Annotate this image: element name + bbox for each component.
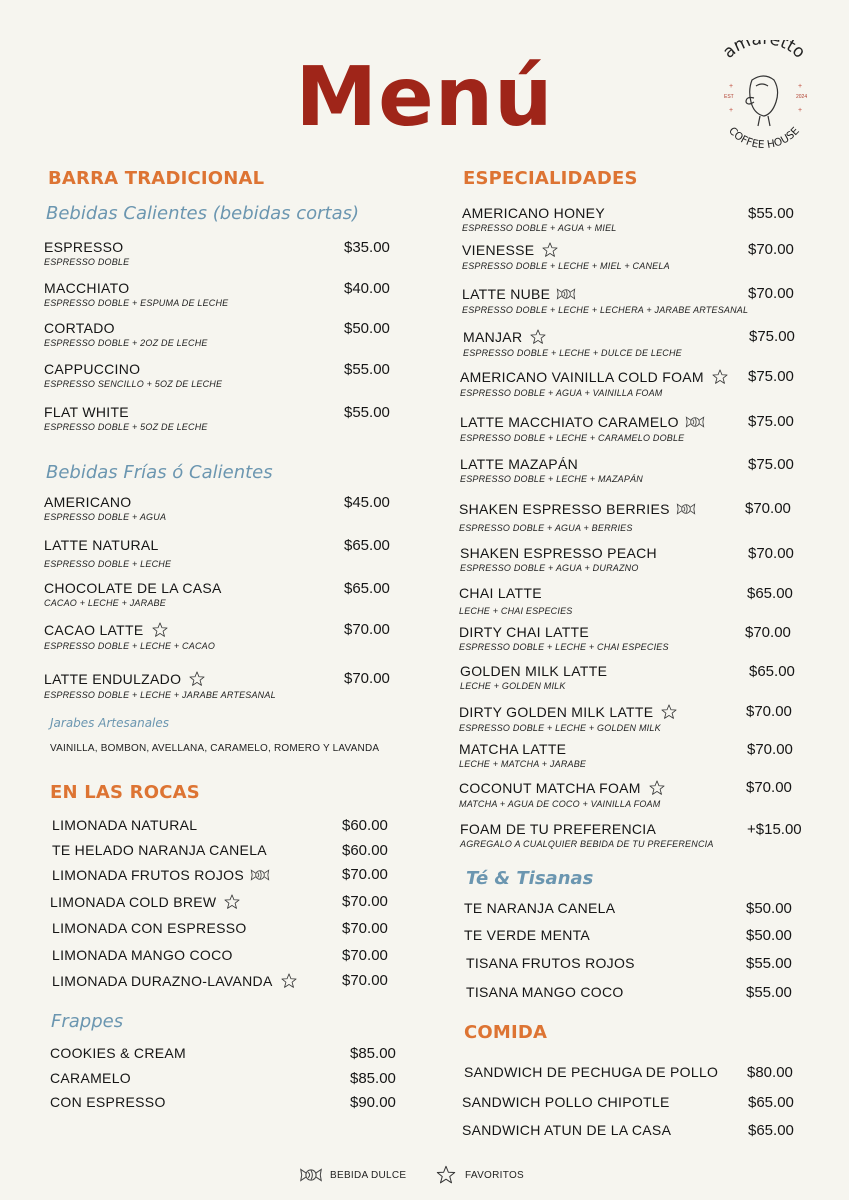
star-icon [646,779,668,797]
amaretto-logo [704,40,824,150]
item-price: $35.00 [344,239,390,256]
subsection-frappes: Frappes [51,1011,124,1032]
star-icon [186,670,208,688]
item-price: $70.00 [342,920,388,937]
item-price: $70.00 [344,670,390,687]
item-price: $50.00 [746,900,792,917]
star-icon [539,241,561,259]
subsection-bebidas-frias: Bebidas Frías ó Calientes [46,462,273,483]
legend-favoritos: FAVORITOS [433,1164,524,1186]
menu-item: LATTE ENDULZADO ESPRESSO DOBLE + LECHE + JARABE ARTESANAL $70.00 [44,670,390,700]
star-icon [149,621,171,639]
menu-item: LIMONADA CON ESPRESSO $70.00 [52,920,388,937]
menu-item: FLAT WHITE ESPRESSO DOBLE + 5OZ DE LECHE $55.00 [44,404,390,432]
item-price: $80.00 [747,1064,793,1081]
item-price: $45.00 [344,494,390,511]
menu-item: SANDWICH POLLO CHIPOTLE $65.00 [462,1094,794,1111]
menu-item: TISANA FRUTOS ROJOS $55.00 [466,955,792,972]
logo-subtitle: COFFEE HOUSE [726,124,802,150]
menu-item: CORTADO ESPRESSO DOBLE + 2OZ DE LECHE $50.00 [44,320,390,348]
svg-text:+: + [798,107,803,114]
item-price: $55.00 [344,361,390,378]
item-price: $70.00 [746,779,792,796]
svg-text:+: + [798,83,803,90]
item-price: $65.00 [748,1094,794,1111]
item-price: $70.00 [342,893,388,910]
menu-item: COOKIES & CREAM $85.00 [50,1045,396,1062]
item-price: $50.00 [746,927,792,944]
menu-item: TE NARANJA CANELA $50.00 [464,900,792,917]
jarabes-heading: Jarabes Artesanales [50,716,170,730]
menu-item: DIRTY CHAI LATTE ESPRESSO DOBLE + LECHE + CHAI ESPECIES $70.00 [459,624,791,652]
logo-est: EST [724,94,734,100]
section-en-las-rocas: EN LAS ROCAS [50,782,200,803]
star-icon [709,368,731,386]
item-price: $60.00 [342,817,388,834]
menu-item: LATTE NATURAL ESPRESSO DOBLE + LECHE $65.00 [44,537,390,569]
menu-item: MATCHA LATTE LECHE + MATCHA + JARABE $70.00 [459,741,793,769]
item-price: $70.00 [342,972,388,989]
item-price: $85.00 [350,1045,396,1062]
logo-year: 2024 [796,94,808,100]
item-price: $40.00 [344,280,390,297]
item-price: $70.00 [748,545,794,562]
menu-item: LIMONADA DURAZNO-LAVANDA $70.00 [52,972,388,989]
item-price: $65.00 [344,537,390,554]
menu-item: DIRTY GOLDEN MILK LATTE ESPRESSO DOBLE + LECHE + GOLDEN MILK $70.00 [459,703,792,733]
star-icon [221,893,243,911]
menu-item: SHAKEN ESPRESSO PEACH ESPRESSO DOBLE + AGUA + DURAZNO $70.00 [460,545,794,573]
star-icon [658,703,680,721]
subsection-bebidas-calientes: Bebidas Calientes (bebidas cortas) [46,203,360,224]
legend-bebida-dulce: BEBIDA DULCE [298,1164,406,1186]
page-title: Menú [295,50,554,145]
menu-item: GOLDEN MILK LATTE LECHE + GOLDEN MILK $65.00 [460,663,795,691]
candy-icon [675,500,697,518]
menu-item: LATTE NUBE ESPRESSO DOBLE + LECHE + LECHERA + JARABE ARTESANAL $70.00 [462,285,794,315]
menu-item: CON ESPRESSO $90.00 [50,1094,396,1111]
star-icon [433,1164,459,1186]
jarabes-list: VAINILLA, BOMBON, AVELLANA, CARAMELO, ROMERO Y LAVANDA [50,743,380,754]
item-price: $55.00 [344,404,390,421]
candy-icon [298,1164,324,1186]
item-price: $75.00 [748,368,794,385]
menu-item: TE HELADO NARANJA CANELA $60.00 [52,842,388,859]
item-price: $65.00 [748,1122,794,1139]
item-price: $65.00 [749,663,795,680]
item-price: $70.00 [342,866,388,883]
menu-item: LIMONADA NATURAL $60.00 [52,817,388,834]
item-price: $75.00 [748,413,794,430]
logo-name: am etto [719,40,809,63]
item-price: $70.00 [342,947,388,964]
item-price: $60.00 [342,842,388,859]
item-price: $55.00 [746,955,792,972]
menu-item: LIMONADA MANGO COCO $70.00 [52,947,388,964]
menu-item: AMERICANO ESPRESSO DOBLE + AGUA $45.00 [44,494,390,522]
item-price: $55.00 [746,984,792,1001]
item-price: $90.00 [350,1094,396,1111]
candy-icon [684,413,706,431]
item-price: $65.00 [344,580,390,597]
menu-item: CHAI LATTE LECHE + CHAI ESPECIES $65.00 [459,585,793,616]
menu-item: LATTE MAZAPÁN ESPRESSO DOBLE + LECHE + MAZAPÁN $75.00 [460,456,794,484]
svg-text:+: + [729,107,734,114]
item-price: $85.00 [350,1070,396,1087]
menu-item: LATTE MACCHIATO CARAMELO ESPRESSO DOBLE + LECHE + CARAMELO DOBLE $75.00 [460,413,794,443]
item-price: $70.00 [745,624,791,641]
section-especialidades: ESPECIALIDADES [463,168,638,189]
item-price: $50.00 [344,320,390,337]
candy-icon [249,866,271,884]
section-comida: COMIDA [464,1022,548,1043]
menu-item: CAPPUCCINO ESPRESSO SENCILLO + 5OZ DE LECHE $55.00 [44,361,390,389]
menu-item: AMERICANO HONEY ESPRESSO DOBLE + AGUA + MIEL $55.00 [462,205,794,233]
menu-item: MANJAR ESPRESSO DOBLE + LECHE + DULCE DE LECHE $75.00 [463,328,795,358]
menu-item: SANDWICH DE PECHUGA DE POLLO $80.00 [464,1064,793,1081]
menu-item: CARAMELO $85.00 [50,1070,396,1087]
menu-item: LIMONADA FRUTOS ROJOS $70.00 [52,866,388,883]
item-price: $65.00 [747,585,793,602]
menu-item: MACCHIATO ESPRESSO DOBLE + ESPUMA DE LECHE $40.00 [44,280,390,308]
logo-figure-icon [746,76,778,126]
item-price: $70.00 [748,241,794,258]
item-price: $70.00 [747,741,793,758]
menu-item: ESPRESSO ESPRESSO DOBLE $35.00 [44,239,390,267]
item-price: $70.00 [344,621,390,638]
item-price: $70.00 [748,285,794,302]
menu-item: CACAO LATTE ESPRESSO DOBLE + LECHE + CACAO $70.00 [44,621,390,651]
menu-item: SHAKEN ESPRESSO BERRIES ESPRESSO DOBLE + AGUA + BERRIES $70.00 [459,500,791,533]
item-price: $75.00 [748,456,794,473]
menu-item: CHOCOLATE DE LA CASA CACAO + LECHE + JARABE $65.00 [44,580,390,608]
menu-item: SANDWICH ATUN DE LA CASA $65.00 [462,1122,794,1139]
item-price: +$15.00 [747,821,802,838]
star-icon [278,972,300,990]
menu-item: TISANA MANGO COCO $55.00 [466,984,792,1001]
menu-item: TE VERDE MENTA $50.00 [464,927,792,944]
menu-item: AMERICANO VAINILLA COLD FOAM ESPRESSO DOBLE + AGUA + VAINILLA FOAM $75.00 [460,368,794,398]
star-icon [527,328,549,346]
candy-icon [555,285,577,303]
item-price: $70.00 [745,500,791,517]
menu-item: LIMONADA COLD BREW $70.00 [50,893,388,910]
svg-text:+: + [729,83,734,90]
item-price: $75.00 [749,328,795,345]
item-price: $55.00 [748,205,794,222]
menu-item: VIENESSE ESPRESSO DOBLE + LECHE + MIEL + CANELA $70.00 [462,241,794,271]
menu-item: FOAM DE TU PREFERENCIA AGREGALO A CUALQUIER BEBIDA DE TU PREFERENCIA +$15.00 [460,821,802,849]
subsection-te-tisanas: Té & Tisanas [466,868,594,889]
item-price: $70.00 [746,703,792,720]
section-barra-tradicional: BARRA TRADICIONAL [48,168,265,189]
menu-item: COCONUT MATCHA FOAM MATCHA + AGUA DE COCO + VAINILLA FOAM $70.00 [459,779,792,809]
